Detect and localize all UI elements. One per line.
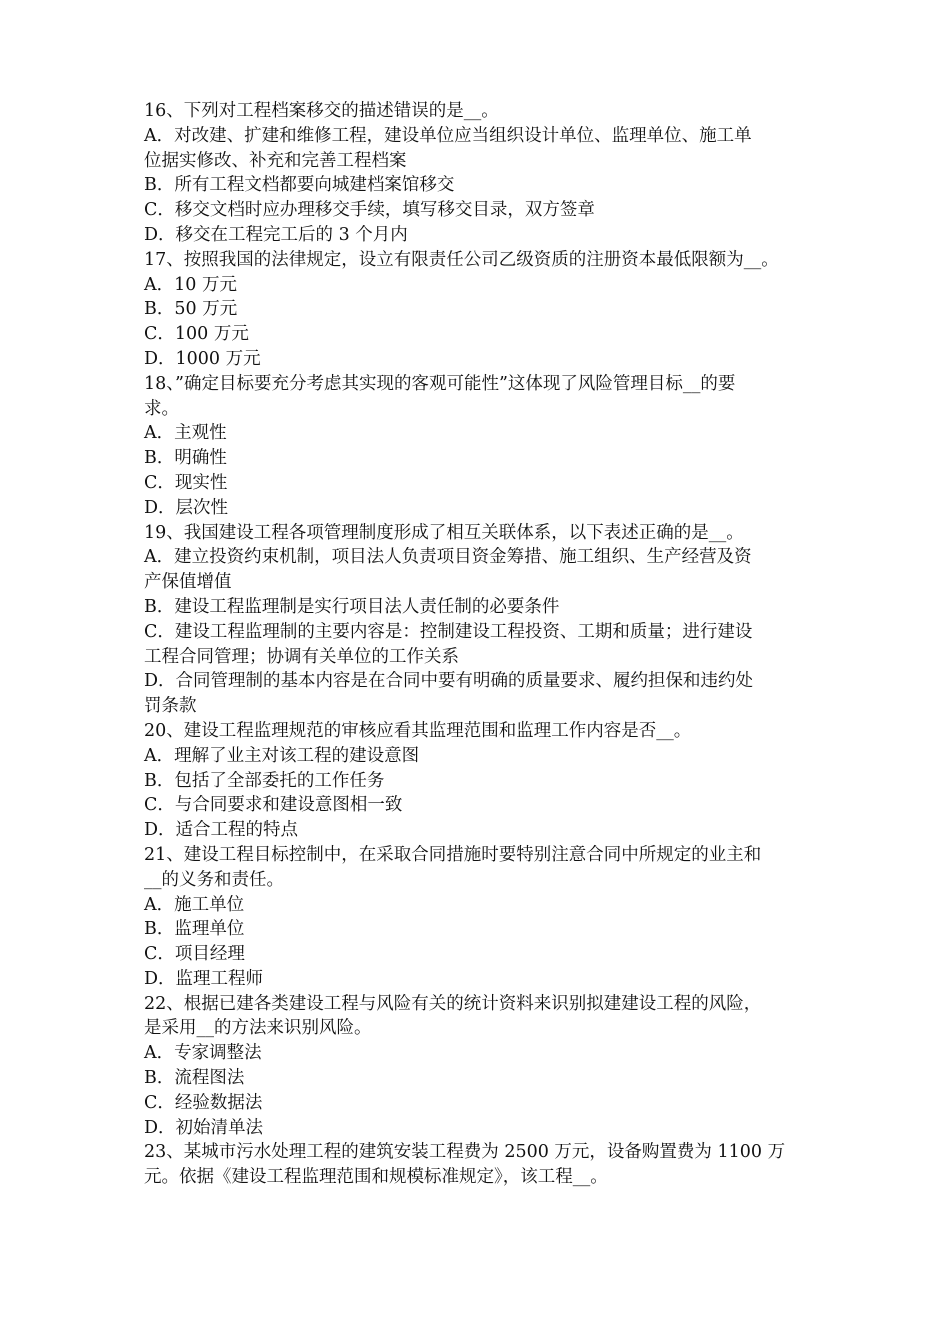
question-stem: 21、建设工程目标控制中，在采取合同措施时要特别注意合同中所规定的业主和 (144, 844, 762, 865)
question-stem: 22、根据已建各类建设工程与风险有关的统计资料来识别拟建建设工程的风险， (144, 993, 762, 1014)
option-c (144, 471, 816, 496)
option-a (144, 124, 816, 174)
option-d (144, 669, 816, 719)
option-text: D．初始清单法 (144, 1117, 264, 1138)
option-a (144, 893, 816, 918)
question-stem: 20、建设工程监理规范的审核应看其监理范围和监理工作内容是否__。 (144, 720, 692, 741)
option-b (144, 1066, 816, 1091)
option-text: C．移交文档时应办理移交手续，填写移交目录，双方签章 (144, 200, 595, 221)
option-text: A．10 万元 (144, 274, 237, 295)
option-text: B．建设工程监理制是实行项目法人责任制的必要条件 (144, 596, 560, 617)
option-text: D．层次性 (144, 497, 229, 518)
question-22 (144, 992, 816, 1141)
question-23 (144, 1140, 816, 1190)
question-stem: 求。 (144, 398, 179, 419)
option-a (144, 421, 816, 446)
option-text: A．理解了业主对该工程的建设意图 (144, 745, 420, 766)
option-a (144, 1041, 816, 1066)
option-text: C．与合同要求和建设意图相一致 (144, 795, 403, 816)
question-stem: 19、我国建设工程各项管理制度形成了相互关联体系，以下表述正确的是__。 (144, 522, 744, 543)
document-page (144, 99, 816, 1190)
option-d (144, 1116, 816, 1141)
question-stem: 元。依据《建设工程监理范围和规模标准规定》，该工程__。 (144, 1167, 608, 1188)
option-b (144, 446, 816, 471)
option-text: B．50 万元 (144, 299, 238, 320)
option-text: 罚条款 (144, 696, 197, 717)
option-text: C．项目经理 (144, 944, 245, 965)
question-19 (144, 521, 816, 719)
option-text: D．适合工程的特点 (144, 820, 299, 841)
option-text: D．合同管理制的基本内容是在合同中要有明确的质量要求、履约担保和违约处 (144, 671, 754, 692)
question-16 (144, 99, 816, 248)
question-21 (144, 843, 816, 992)
option-text: C．建设工程监理制的主要内容是：控制建设工程投资、工期和质量；进行建设 (144, 621, 753, 642)
option-text: B．明确性 (144, 448, 227, 469)
option-text: B．包括了全部委托的工作任务 (144, 770, 385, 791)
option-text: A．施工单位 (144, 894, 245, 915)
option-c (144, 322, 816, 347)
option-c (144, 942, 816, 967)
option-d (144, 347, 816, 372)
option-d (144, 818, 816, 843)
option-text: B．流程图法 (144, 1068, 245, 1089)
option-text: C．经验数据法 (144, 1092, 263, 1113)
option-c (144, 793, 816, 818)
option-text: 产保值增值 (144, 572, 232, 593)
question-stem: 17、按照我国的法律规定，设立有限责任公司乙级资质的注册资本最低限额为__。 (144, 249, 779, 270)
option-text: B．监理单位 (144, 919, 245, 940)
question-stem: 是采用__的方法来识别风险。 (144, 1018, 372, 1039)
option-text: D．移交在工程完工后的 3 个月内 (144, 224, 408, 245)
option-text: D．监理工程师 (144, 968, 264, 989)
question-17 (144, 248, 816, 372)
option-a (144, 273, 816, 298)
option-d (144, 223, 816, 248)
option-b (144, 769, 816, 794)
option-b (144, 595, 816, 620)
option-text: C．100 万元 (144, 324, 249, 345)
option-text: C．现实性 (144, 472, 228, 493)
option-text: A．对改建、扩建和维修工程，建设单位应当组织设计单位、监理单位、施工单 (144, 125, 752, 146)
option-c (144, 198, 816, 223)
option-d (144, 967, 816, 992)
option-c (144, 620, 816, 670)
option-b (144, 297, 816, 322)
option-d (144, 496, 816, 521)
question-stem: __的义务和责任。 (144, 869, 284, 890)
question-stem: 18、”确定目标要充分考虑其实现的客观可能性”这体现了风险管理目标__的要 (144, 373, 736, 394)
option-a (144, 744, 816, 769)
option-text: B．所有工程文档都要向城建档案馆移交 (144, 175, 455, 196)
option-b (144, 917, 816, 942)
question-20 (144, 719, 816, 843)
option-c (144, 1091, 816, 1116)
option-text: 工程合同管理；协调有关单位的工作关系 (144, 646, 459, 667)
option-text: A．专家调整法 (144, 1043, 262, 1064)
option-b (144, 173, 816, 198)
option-text: A．建立投资约束机制，项目法人负责项目资金筹措、施工组织、生产经营及资 (144, 547, 752, 568)
option-text: A．主观性 (144, 423, 227, 444)
question-18 (144, 372, 816, 521)
option-text: D．1000 万元 (144, 348, 261, 369)
question-stem: 23、某城市污水处理工程的建筑安装工程费为 2500 万元，设备购置费为 1100 万 (144, 1142, 786, 1163)
option-a (144, 545, 816, 595)
option-text: 位据实修改、补充和完善工程档案 (144, 150, 407, 171)
question-stem: 16、下列对工程档案移交的描述错误的是__。 (144, 101, 499, 121)
